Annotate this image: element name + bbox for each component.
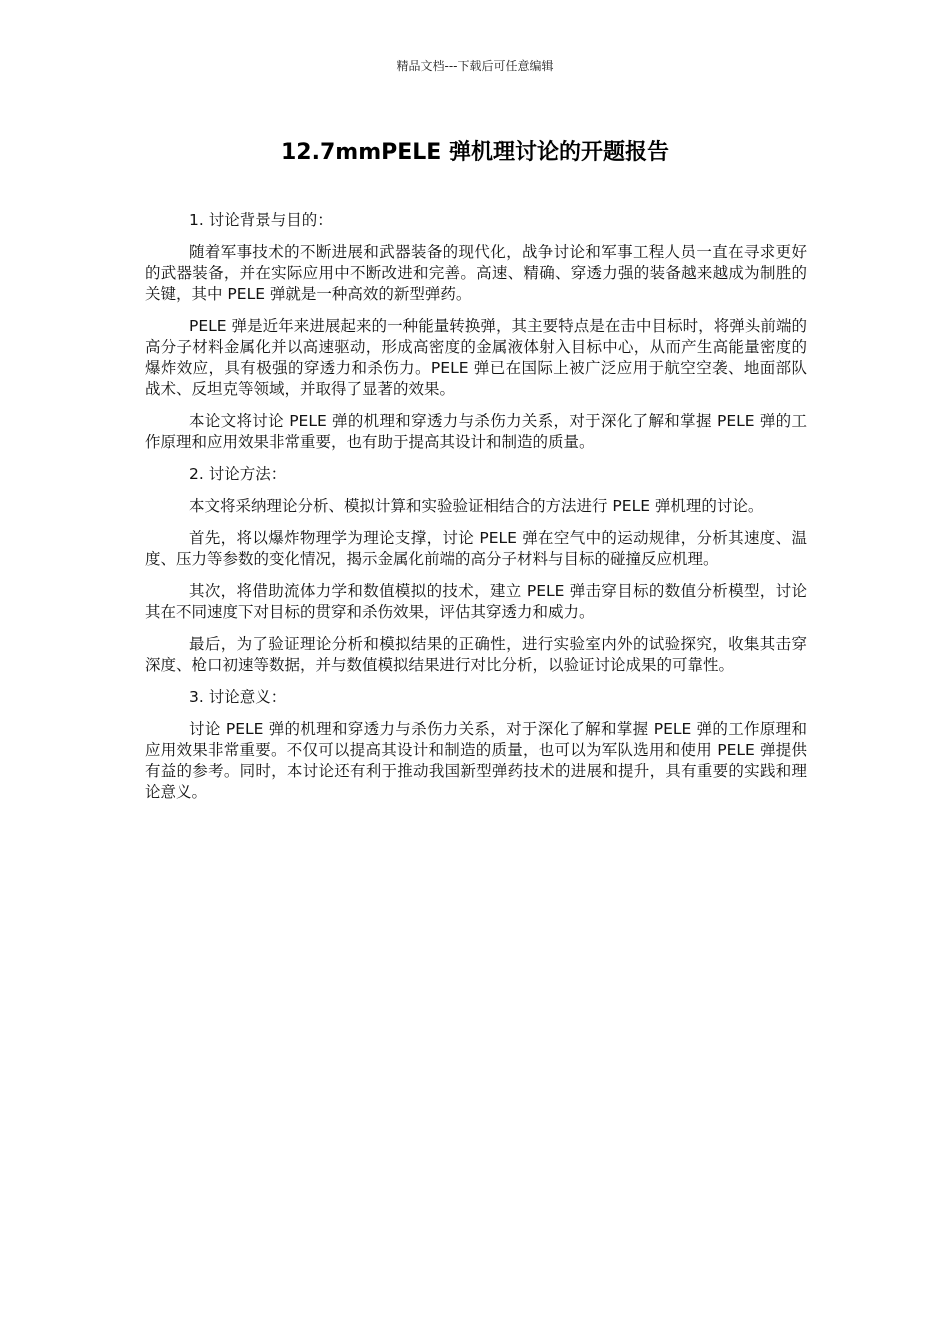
paragraph-background-2: PELE 弹是近年来进展起来的一种能量转换弹，其主要特点是在击中目标时，将弹头前端的高分子材料金属化并以高速驱动，形成高密度的金属液体射入目标中心，从而产生高能量密度的爆炸效应，具有极强的穿透力和杀伤力。PELE 弹已在国际上被广泛应用于航空空袭、地面部队战术、反坦克等领域，并取得了显著的效果。: [145, 317, 807, 398]
section-heading-method: 2. 讨论方法：: [189, 465, 287, 483]
paragraph-method-1: 本文将采纳理论分析、模拟计算和实验验证相结合的方法进行 PELE 弹机理的讨论。: [189, 497, 764, 515]
section-heading-background: 1. 讨论背景与目的：: [189, 211, 333, 229]
paragraph-method-3: 其次，将借助流体力学和数值模拟的技术，建立 PELE 弹击穿目标的数值分析模型，讨论其在不同速度下对目标的贯穿和杀伤效果，评估其穿透力和威力。: [145, 582, 807, 621]
paragraph-background-3: 本论文将讨论 PELE 弹的机理和穿透力与杀伤力关系，对于深化了解和掌握 PELE 弹的工作原理和应用效果非常重要，也有助于提高其设计和制造的质量。: [145, 412, 807, 451]
paragraph-method-2: 首先，将以爆炸物理学为理论支撑，讨论 PELE 弹在空气中的运动规律，分析其速度、温度、压力等参数的变化情况，揭示金属化前端的高分子材料与目标的碰撞反应机理。: [145, 529, 807, 568]
paragraph-significance-1: 讨论 PELE 弹的机理和穿透力与杀伤力关系，对于深化了解和掌握 PELE 弹的工作原理和应用效果非常重要。不仅可以提高其设计和制造的质量，也可以为军队选用和使用 PELE 弹提供有益的参考。同时，本讨论还有利于推动我国新型弹药技术的进展和提升，具有重要的实践和理论意义。: [145, 720, 807, 801]
document-title: 12.7mmPELE 弹机理讨论的开题报告: [281, 140, 669, 165]
document-body: [145, 210, 807, 814]
section-heading-significance: 3. 讨论意义：: [189, 688, 287, 706]
page-header: 精品文档---下载后可任意编辑: [396, 59, 554, 73]
paragraph-method-4: 最后，为了验证理论分析和模拟结果的正确性，进行实验室内外的试验探究，收集其击穿深度、枪口初速等数据，并与数值模拟结果进行对比分析，以验证讨论成果的可靠性。: [145, 635, 807, 674]
paragraph-background-1: 随着军事技术的不断进展和武器装备的现代化，战争讨论和军事工程人员一直在寻求更好的武器装备，并在实际应用中不断改进和完善。高速、精确、穿透力强的装备越来越成为制胜的关键，其中 PELE 弹就是一种高效的新型弹药。: [145, 243, 807, 303]
